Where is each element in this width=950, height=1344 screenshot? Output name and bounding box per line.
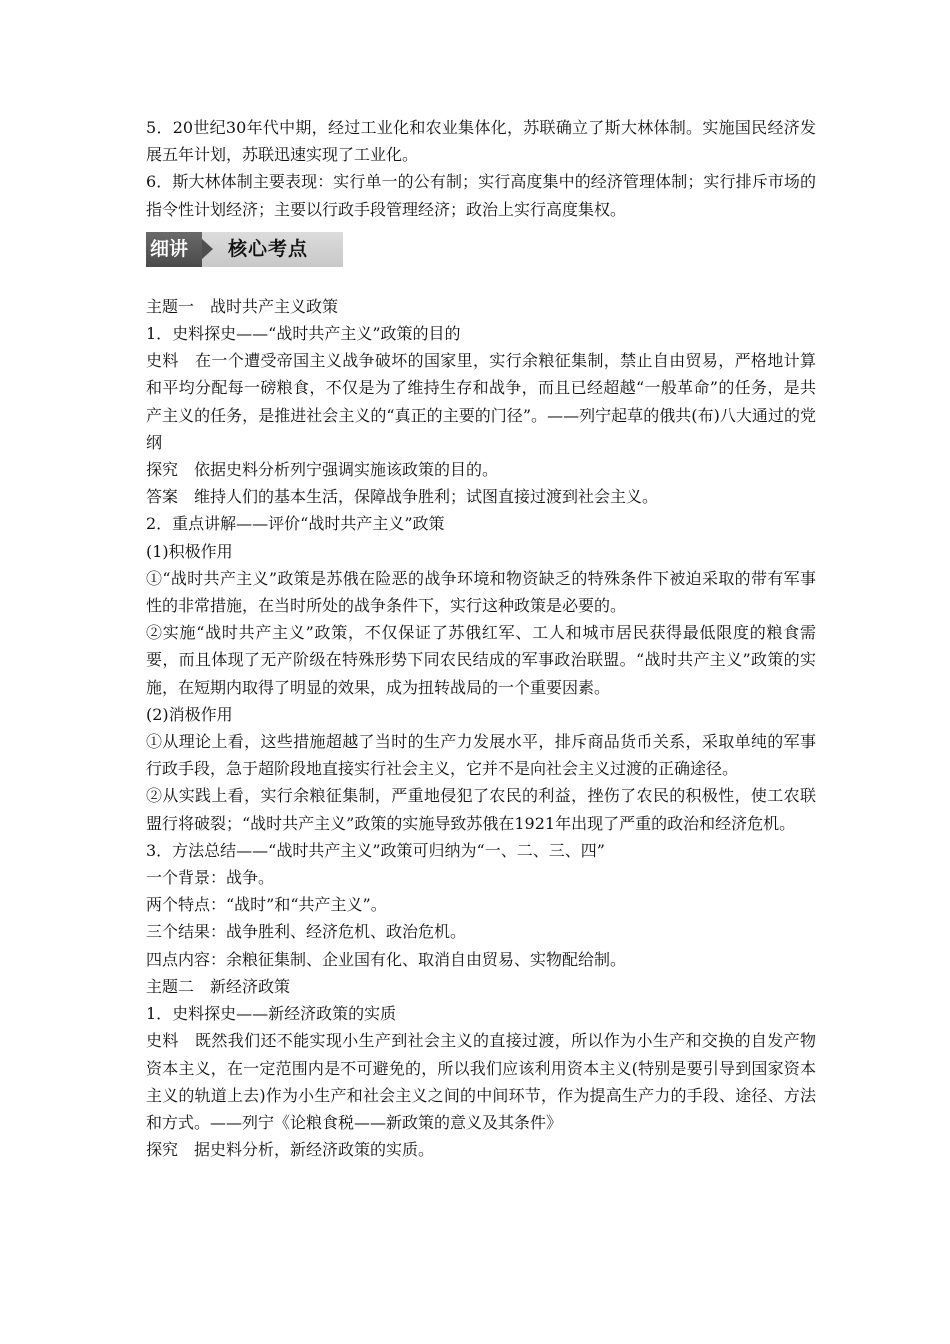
- inquiry-question: 探究 依据史料分析列宁强调实施该政策的目的。: [146, 460, 499, 480]
- paragraph-item-5: 5．20世纪30年代中期，经过工业化和农业集体化，苏联确立了斯大林体制。实施国民经济发展五年计划，苏联迅速实现了工业化。: [146, 118, 816, 165]
- paragraph: ②实施“战时共产主义”政策，不仅保证了苏俄红军、工人和城市居民获得最低限度的粮食需要，而且体现了无产阶级在特殊形势下同农民结成的军事政治联盟。“战时共产主义”政策的实施，在短期内取得了明显的效果，成为扭转战局的一个重要因素。: [146, 623, 816, 697]
- summary-item: 两个特点：“战时”和“共产主义”。: [146, 895, 387, 915]
- summary-item: 四点内容：余粮征集制、企业国有化、取消自由贸易、实物配给制。: [146, 949, 627, 969]
- banner-label: 细讲: [146, 232, 202, 267]
- subsection-heading: 1．史料探史——“战时共产主义”政策的目的: [146, 324, 461, 344]
- sub-heading: (2)消极作用: [146, 704, 233, 724]
- topic-heading: 主题二 新经济政策: [146, 976, 291, 996]
- paragraph-item-6: 6．斯大林体制主要表现：实行单一的公有制；实行高度集中的经济管理体制；实行排斥市场的指令性计划经济；主要以行政手段管理经济；政治上实行高度集权。: [146, 172, 816, 219]
- section-banner: [146, 232, 343, 267]
- summary-item: 一个背景：战争。: [146, 868, 275, 888]
- paragraph: ①“战时共产主义”政策是苏俄在险恶的战争环境和物资缺乏的特殊条件下被迫采取的带有军事性的非常措施，在当时所处的战争条件下，实行这种政策是必要的。: [146, 568, 816, 616]
- subsection-heading: 1．史料探史——新经济政策的实质: [146, 1004, 397, 1024]
- topic-heading: 主题一 战时共产主义政策: [146, 296, 339, 316]
- sub-heading: (1)积极作用: [146, 541, 233, 561]
- paragraph: ①从理论上看，这些措施超越了当时的生产力发展水平，排斥商品货币关系，采取单纯的军事行政手段，急于超阶段地直接实行社会主义，它并不是向社会主义过渡的正确途径。: [146, 732, 816, 779]
- inquiry-question: 探究 据史料分析，新经济政策的实质。: [146, 1140, 435, 1160]
- source-material: 史料 既然我们还不能实现小生产到社会主义的直接过渡，所以作为小生产和交换的自发产物资本主义，在一定范围内是不可避免的，所以我们应该利用资本主义(特别是要引导到国家资本主义的轨道上去)作为小生产和社会主义之间的中间环节，作为提高生产力的手段、途径、方法和方式。——列宁《论粮食税——新政策的意义及其条件》: [146, 1031, 816, 1132]
- subsection-heading: 2．重点讲解——评价“战时共产主义”政策: [146, 514, 445, 534]
- paragraph: ②从实践上看，实行余粮征集制，严重地侵犯了农民的利益，挫伤了农民的积极性，使工农联盟行将破裂；“战时共产主义”政策的实施导致苏俄在1921年出现了严重的政治和经济危机。: [146, 786, 816, 833]
- banner-arrow-icon: [202, 239, 213, 259]
- source-material: 史料 在一个遭受帝国主义战争破坏的国家里，实行余粮征集制，禁止自由贸易，严格地计算和平均分配每一磅粮食，不仅是为了维持生存和战争，而且已经超越“一般革命”的任务，是共产主义的任务，是推进社会主义的“真正的主要的门径”。——列宁起草的俄共(布)八大通过的党纲: [146, 351, 816, 452]
- subsection-heading: 3．方法总结——“战时共产主义”政策可归纳为“一、二、三、四”: [146, 840, 605, 860]
- document-page: [146, 114, 816, 1163]
- answer: 答案 维持人们的基本生活，保障战争胜利；试图直接过渡到社会主义。: [146, 487, 659, 507]
- summary-item: 三个结果：战争胜利、经济危机、政治危机。: [146, 922, 467, 942]
- banner-title: 核心考点: [228, 237, 309, 260]
